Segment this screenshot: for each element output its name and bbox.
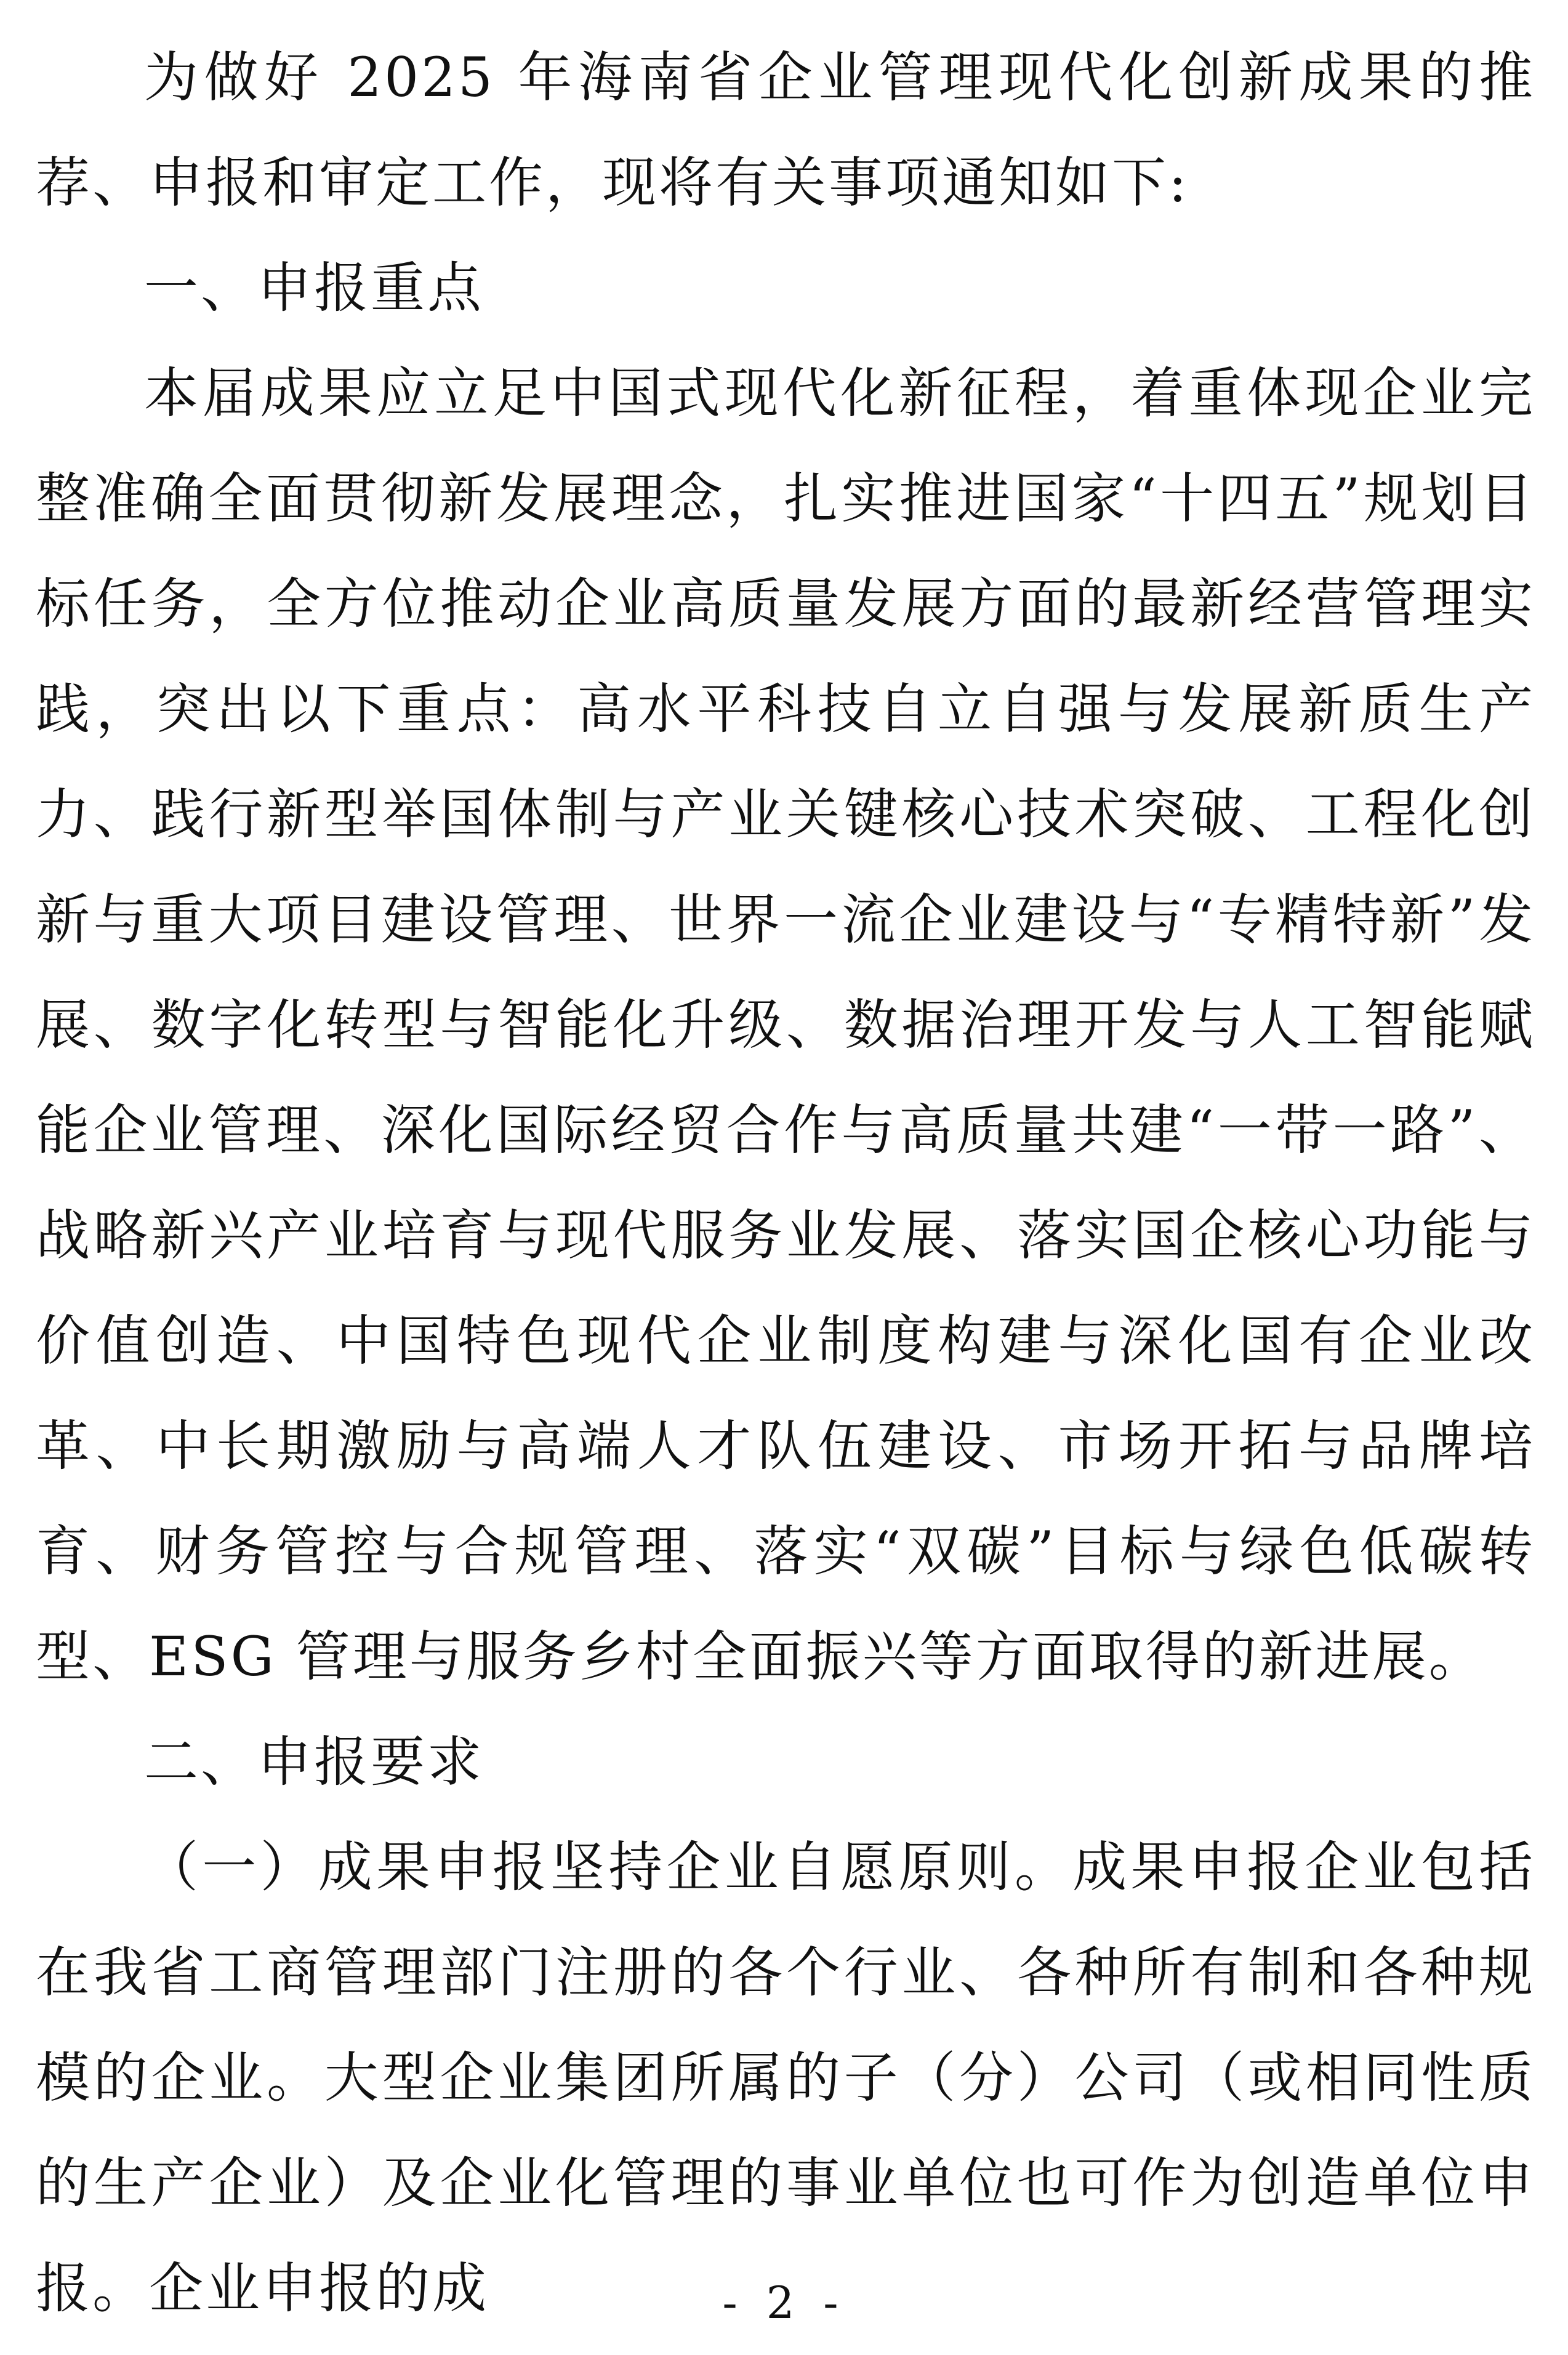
section-1-paragraph: 本届成果应立足中国式现代化新征程，着重体现企业完整准确全面贯彻新发展理念，扎实推进国家“十四五”规划目标任务，全方位推动企业高质量发展方面的最新经营管理实践，突出以下重点：高水平科技自立自强与发展新质生产力、践行新型举国体制与产业关键核心技术突破、工程化创新与重大项目建设管理、世界一流企业建设与“专精特新”发展、数字化转型与智能化升级、数据治理开发与人工智能赋能企业管理、深化国际经贸合作与高质量共建“一带一路”、战略新兴产业培育与现代服务业发展、落实国企核心功能与价值创造、中国特色现代企业制度构建与深化国有企业改革、中长期激励与高端人才队伍建设、市场开拓与品牌培育、财务管控与合规管理、落实“双碳”目标与绿色低碳转型、ESG 管理与服务乡村全面振兴等方面取得的新进展。: [36, 361, 1535, 1688]
document-body: [36, 25, 1535, 2341]
section-heading-2: 二、申报要求: [144, 1730, 484, 1793]
intro-paragraph: 为做好 2025 年海南省企业管理现代化创新成果的推荐、申报和审定工作，现将有关事项通知如下:: [36, 46, 1535, 214]
section-heading-1: 一、申报重点: [144, 256, 484, 320]
section-2-paragraph: （一）成果申报坚持企业自愿原则。成果申报企业包括在我省工商管理部门注册的各个行业、各种所有制和各种规模的企业。大型企业集团所属的子（分）公司（或相同性质的生产企业）及企业化管理的事业单位也可作为创造单位申报。企业申报的成: [36, 1835, 1535, 2320]
page-number: - 2 -: [722, 2277, 846, 2329]
